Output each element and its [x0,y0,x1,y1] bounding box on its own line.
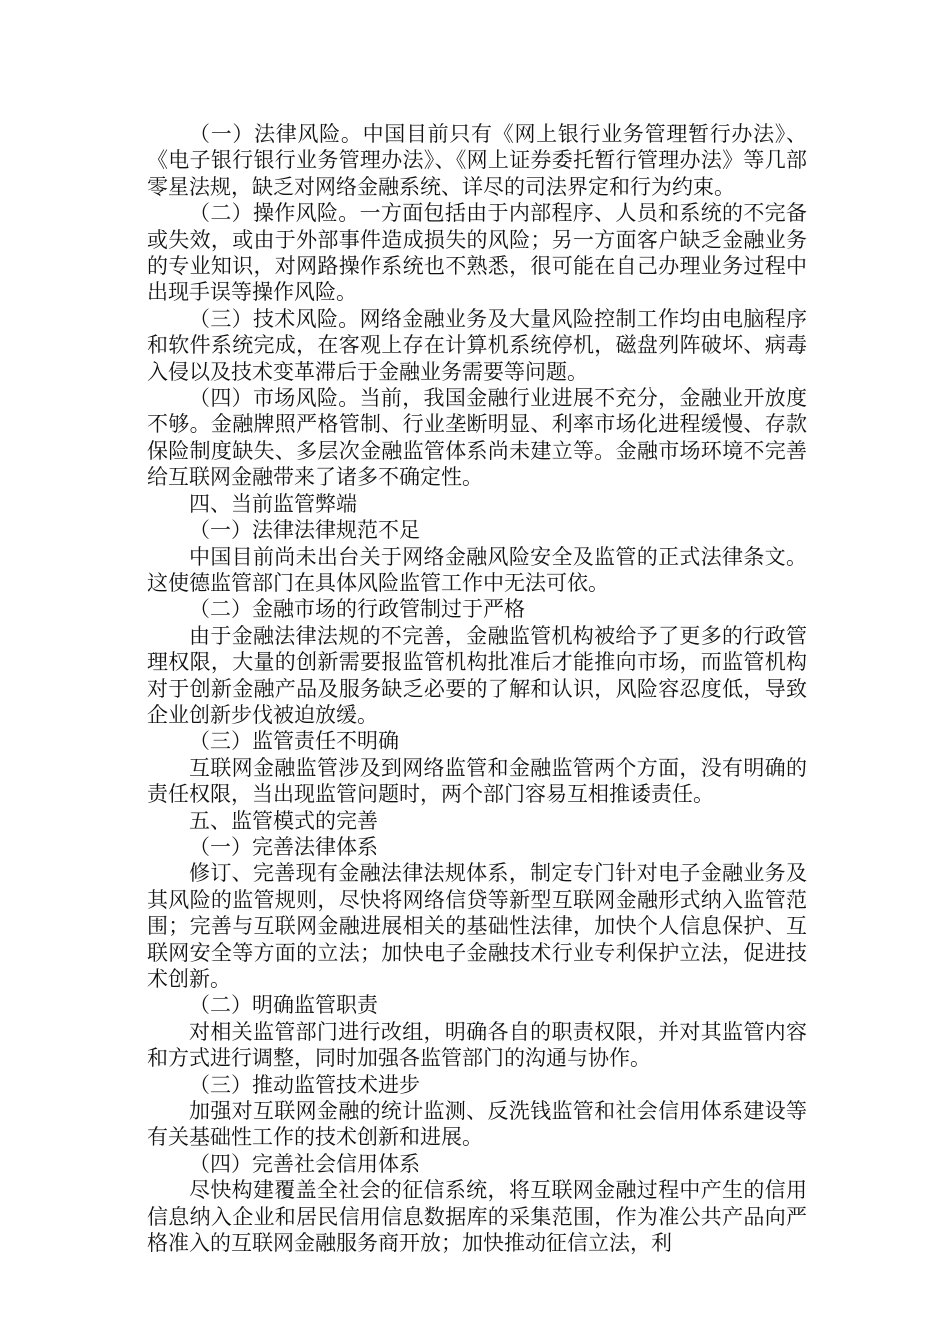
subheading-legal-system: （一）完善法律体系 [189,834,378,859]
paragraph-insufficient-legal-norms: 中国目前尚未出台关于网络金融风险安全及监管的正式法律条文。这使德监管部门在具体风险监管工作中无法可依。 [147,544,807,595]
paragraph-market-risk: （四）市场风险。当前，我国金融行业进展不充分，金融业开放度不够。金融牌照严格管制、行业垄断明显、利率市场化进程缓慢、存款保险制度缺失、多层次金融监管体系尚未建立等。金融市场环境不完善给互联网金融带来了诸多不确定性。 [147,386,807,490]
paragraph-legal-risk: （一）法律风险。中国目前只有《网上银行业务管理暂行办法》、《电子银行银行业务管理办法》、《网上证券委托暂行管理办法》等几部零星法规，缺乏对网络金融系统、详尽的司法界定和行为约束。 [147,122,807,199]
subheading-unclear-responsibility: （三）监管责任不明确 [189,729,399,754]
section-heading-regulatory-drawbacks: 四、当前监管弊端 [189,491,357,516]
subheading-credit-system: （四）完善社会信用体系 [189,1151,420,1176]
subheading-regulatory-technology: （三）推动监管技术进步 [189,1072,420,1097]
subheading-strict-administrative-control: （二）金融市场的行政管制过于严格 [189,597,525,622]
paragraph-technical-risk: （三）技术风险。网络金融业务及大量风险控制工作均由电脑程序和软件系统完成，在客观上存在计算机系统停机，磁盘列阵破坏、病毒入侵以及技术变革滞后于金融业务需要等问题。 [147,306,807,384]
paragraph-strict-administrative-control: 由于金融法律法规的不完善，金融监管机构被给予了更多的行政管理权限，大量的创新需要报监管机构批准后才能推向市场，而监管机构对于创新金融产品及服务缺乏必要的了解和认识，风险容忍度低，导致企业创新步伐被迫放缓。 [147,623,807,727]
paragraph-operational-risk: （二）操作风险。一方面包括由于内部程序、人员和系统的不完备或失效，或由于外部事件造成损失的风险；另一方面客户缺乏金融业务的专业知识，对网路操作系统也不熟悉，很可能在自己办理业务过程中出现手误等操作风险。 [147,201,807,305]
paragraph-credit-system: 尽快构建覆盖全社会的征信系统，将互联网金融过程中产生的信用信息纳入企业和居民信用信息数据库的采集范围，作为准公共产品向严格准入的互联网金融服务商开放；加快推动征信立法，利 [147,1178,807,1256]
section-heading-regulatory-improvement: 五、监管模式的完善 [189,808,378,833]
subheading-regulatory-duties: （二）明确监管职责 [189,993,378,1018]
paragraph-regulatory-duties: 对相关监管部门进行改组，明确各自的职责权限，并对其监管内容和方式进行调整，同时加强各监管部门的沟通与协作。 [147,1019,807,1071]
paragraph-regulatory-technology: 加强对互联网金融的统计监测、反洗钱监管和社会信用体系建设等有关基础性工作的技术创新和进展。 [147,1099,807,1150]
subheading-insufficient-legal-norms: （一）法律法律规范不足 [189,518,420,543]
document-body [147,121,807,1256]
paragraph-unclear-responsibility: 互联网金融监管涉及到网络监管和金融监管两个方面，没有明确的责任权限，当出现监管问题时，两个部门容易互相推诿责任。 [147,755,807,807]
paragraph-legal-system: 修订、完善现有金融法律法规体系，制定专门针对电子金融业务及其风险的监管规则，尽快将网络信贷等新型互联网金融形式纳入监管范围；完善与互联网金融进展相关的基础性法律，加快个人信息保护、互联网安全等方面的立法；加快电子金融技术行业专利保护立法，促进技术创新。 [147,861,807,991]
